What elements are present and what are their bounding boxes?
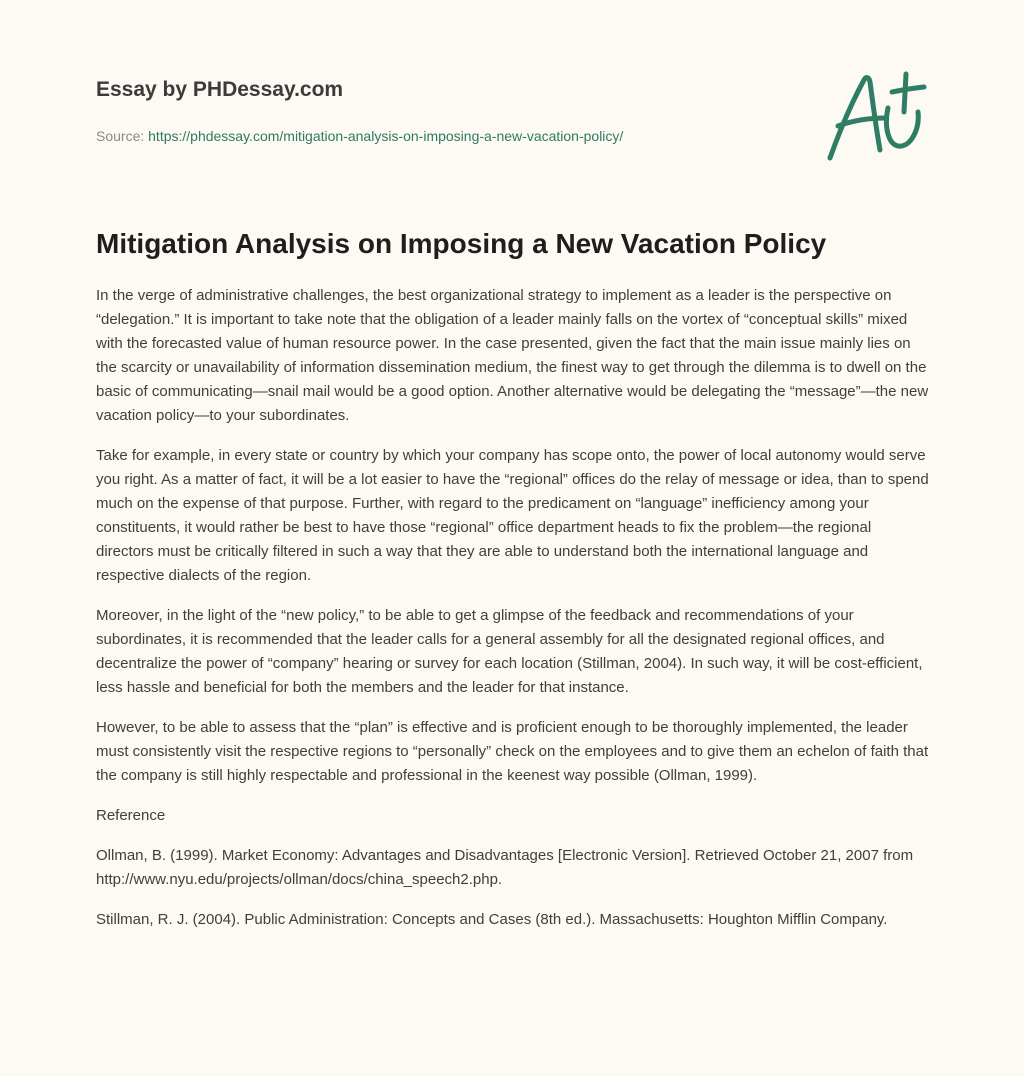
paragraph: Take for example, in every state or country by which your company has scope onto, the power of local autonomy would serve you right. As a matter of fact, it will be a lot easier to have the “regional” offices do the relay of message or idea, than to spend much on the expense of that purpose. Further, with regard to the predicament on “language” inefficiency among your constituents, it would rather be best to have those “regional” office department heads to fix the problem—the regional directors must be critically filtered in such a way that they are able to understand both the international language and respective dialects of the region. bbox=[96, 447, 929, 584]
site-header bbox=[96, 76, 796, 146]
source-line bbox=[96, 126, 796, 146]
paragraph: However, to be able to assess that the “plan” is effective and is proficient enough to be thoroughly implemented, the leader must consistently visit the respective regions to “personally” check on the employees and to give them an echelon of faith that the company is still highly respectable and professional in the keenest way possible (Ollman, 1999). bbox=[96, 719, 929, 784]
essay-body bbox=[96, 284, 930, 948]
reference-heading: Reference bbox=[96, 807, 166, 824]
reference-item: Ollman, B. (1999). Market Economy: Advantages and Disadvantages [Electronic Version]. Retrieved October 21, 2007 from http://www.nyu.edu/projects/ollman/docs/china_speech2.php. bbox=[96, 847, 914, 888]
brand-title: Essay by PHDessay.com bbox=[96, 78, 344, 101]
source-label: Source: bbox=[96, 128, 149, 144]
essay-title: Mitigation Analysis on Imposing a New Vacation Policy bbox=[96, 228, 827, 259]
a-plus-logo-icon bbox=[818, 68, 930, 166]
reference-item: Stillman, R. J. (2004). Public Administration: Concepts and Cases (8th ed.). Massachusetts: Houghton Mifflin Company. bbox=[96, 911, 888, 928]
source-link[interactable]: https://phdessay.com/mitigation-analysis-on-imposing-a-new-vacation-policy/ bbox=[148, 128, 624, 144]
paragraph: In the verge of administrative challenges, the best organizational strategy to implement as a leader is the perspective on “delegation.” It is important to take note that the obligation of a leader mainly falls on the vortex of “conceptual skills” mixed with the forecasted value of human resource power. In the case presented, given the fact that the main issue mainly lies on the scarcity or unavailability of information dissemination medium, the finest way to get through the dilemma is to dwell on the basic of communicating—snail mail would be a good option. Another alternative would be delegating the “message”—the new vacation policy—to your subordinates. bbox=[96, 287, 929, 424]
paragraph: Moreover, in the light of the “new policy,” to be able to get a glimpse of the feedback and recommendations of your subordinates, it is recommended that the leader calls for a general assembly for all the designated regional offices, and decentralize the power of “company” hearing or survey for each location (Stillman, 2004). In such way, it will be cost-efficient, less hassle and beneficial for both the members and the leader for that instance. bbox=[96, 607, 923, 696]
